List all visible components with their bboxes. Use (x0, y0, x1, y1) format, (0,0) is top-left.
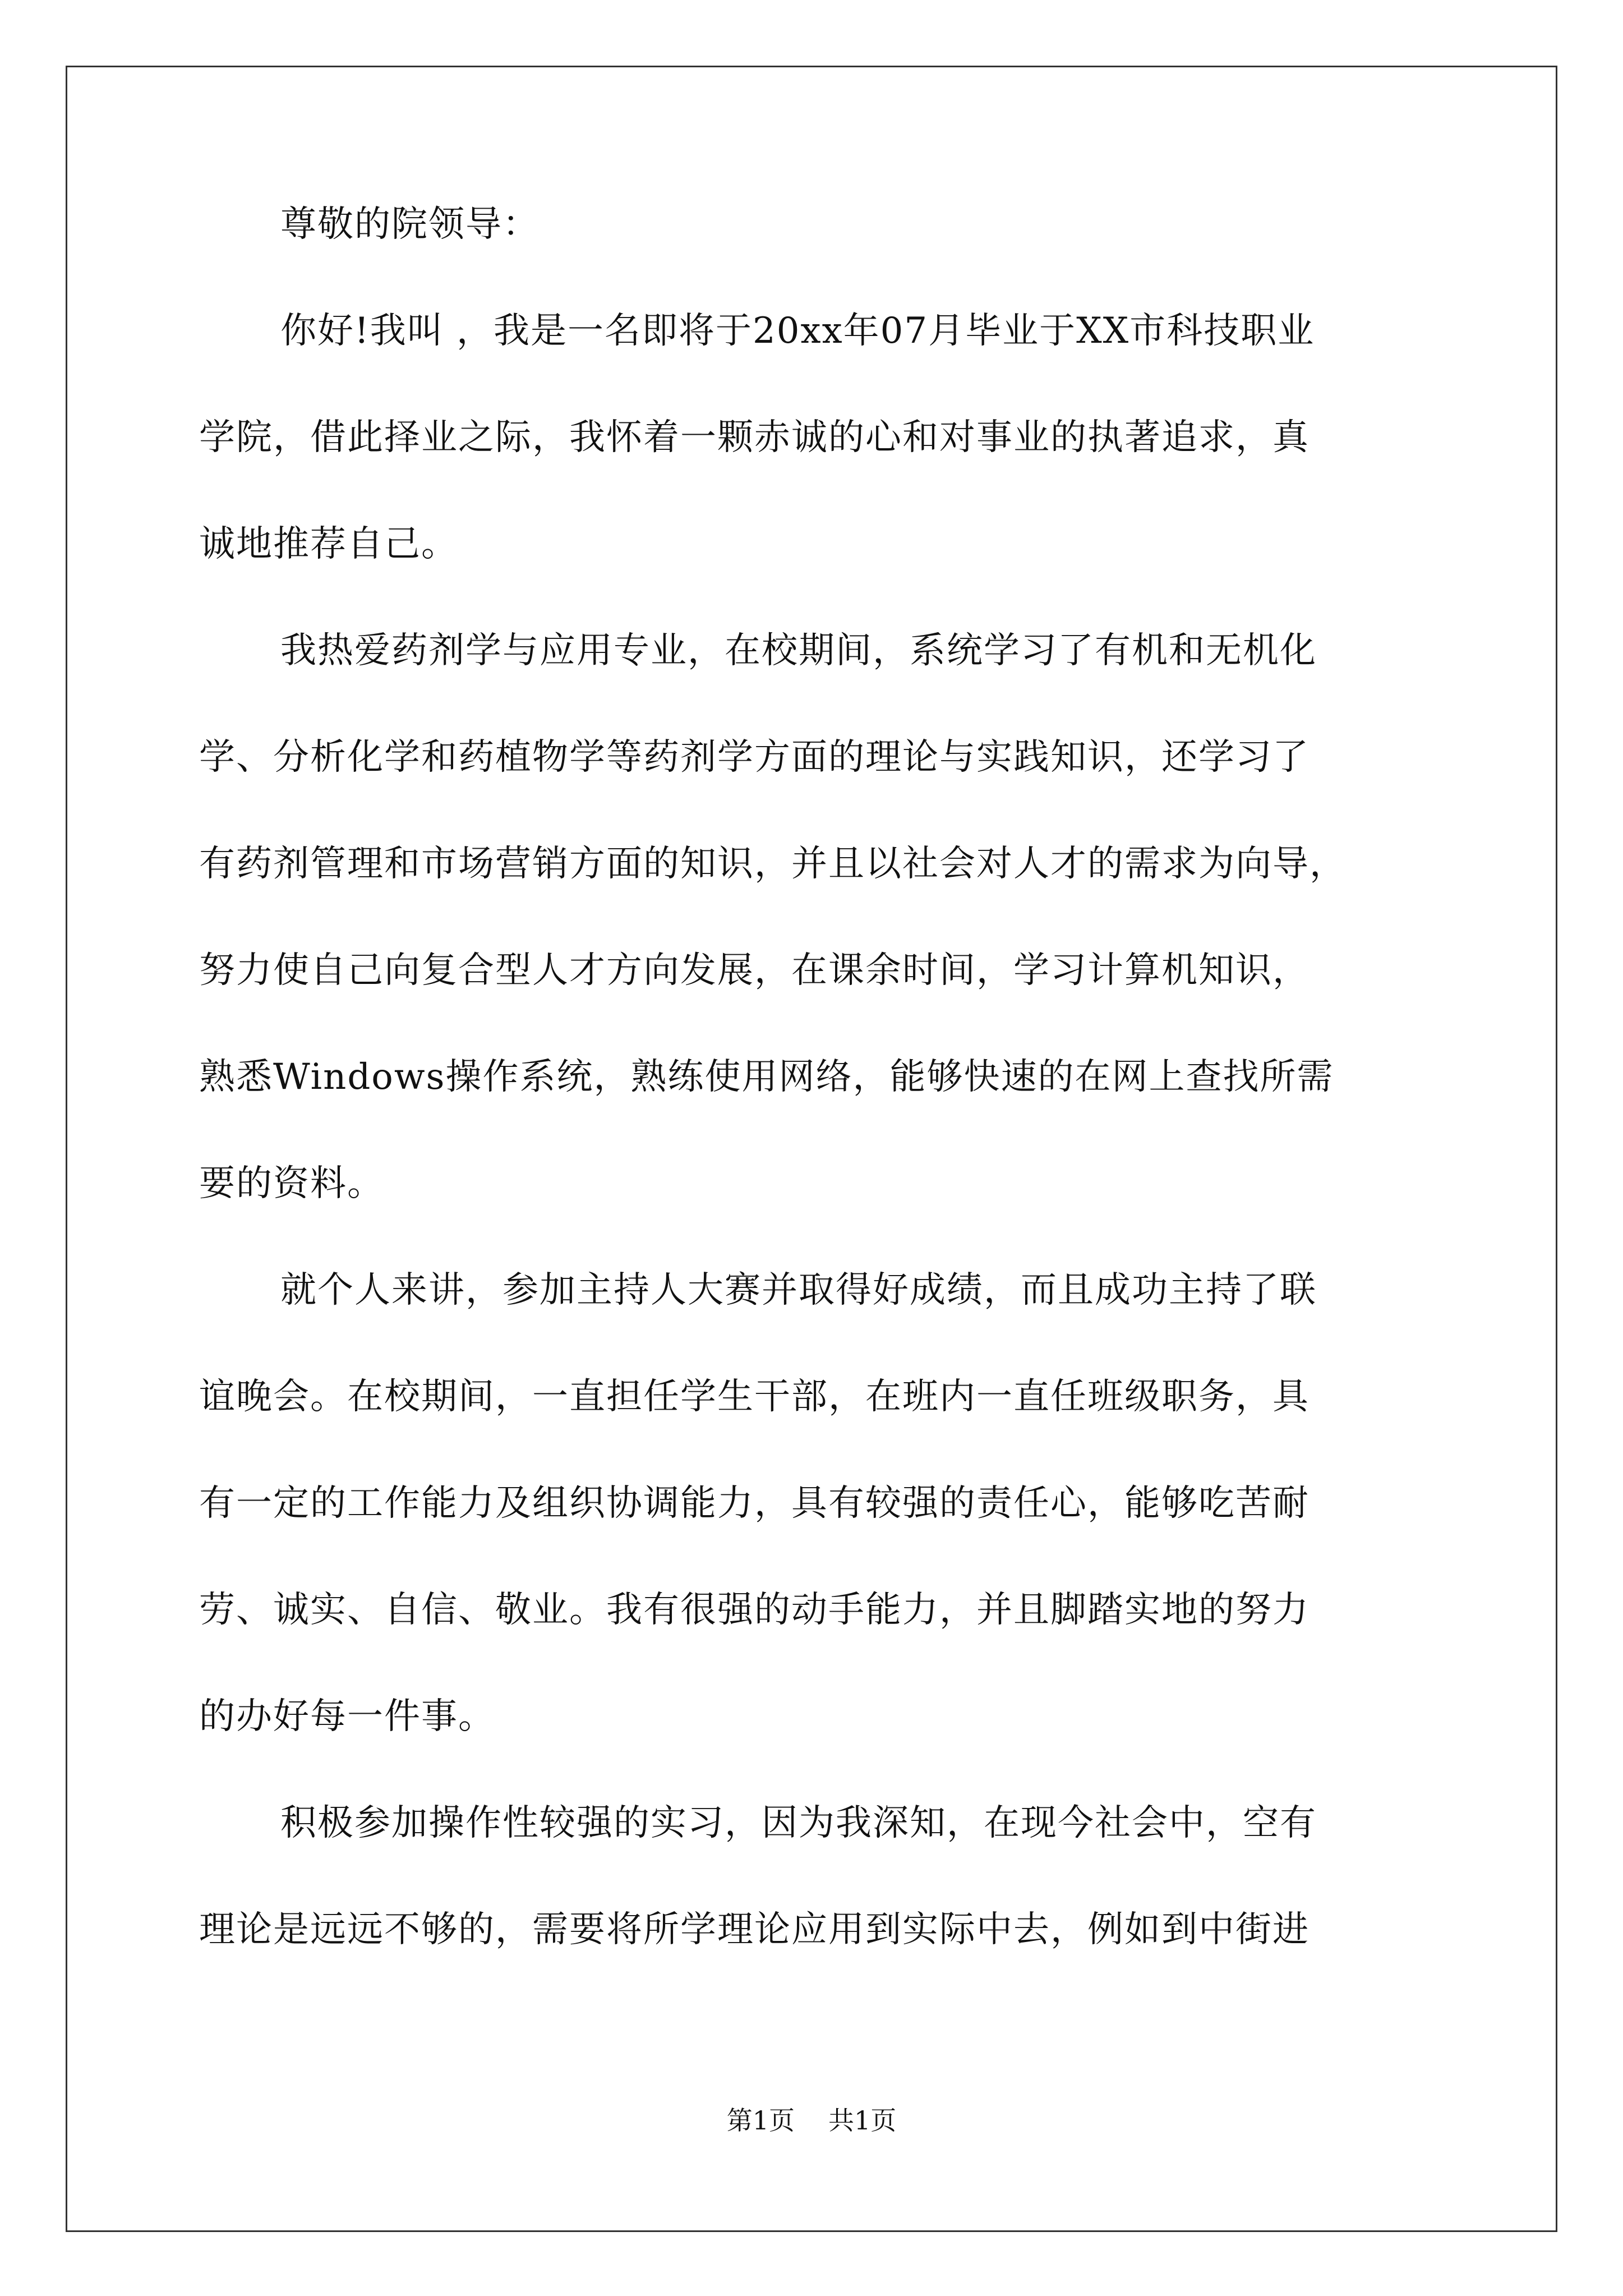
page-footer (0, 2104, 1623, 2137)
paragraph-4-line-1: 积极参加操作性较强的实习，因为我深知，在现今社会中，空有 (280, 1802, 1317, 1844)
page-total: 共1页 (828, 2105, 897, 2136)
paragraph-3-line-1: 就个人来讲，参加主持人大赛并取得好成绩，而且成功主持了联 (280, 1269, 1317, 1311)
paragraph-2-line-1: 我热爱药剂学与应用专业，在校期间，系统学习了有机和无机化 (280, 630, 1317, 671)
paragraph-2-line-2: 学、分析化学和药植物学等药剂学方面的理论与实践知识，还学习了 (199, 737, 1310, 778)
paragraph-4-line-2: 理论是远远不够的，需要将所学理论应用到实际中去，例如到中街进 (199, 1909, 1310, 1950)
paragraph-3-line-4: 劳、诚实、自信、敬业。我有很强的动手能力，并且脚踏实地的努力 (199, 1589, 1310, 1631)
paragraph-2-line-6: 要的资料。 (199, 1163, 384, 1204)
paragraph-3-line-5: 的办好每一件事。 (199, 1696, 495, 1737)
paragraph-3-line-3: 有一定的工作能力及组织协调能力，具有较强的责任心，能够吃苦耐 (199, 1483, 1310, 1524)
paragraph-1-line-1: 你好!我叫 ，我是一名即将于20xx年07月毕业于XX市科技职业 (280, 310, 1315, 352)
paragraph-2-line-3: 有药剂管理和市场营销方面的知识，并且以社会对人才的需求为向导， (199, 843, 1347, 885)
paragraph-2-line-5: 熟悉Windows操作系统，熟练使用网络，能够快速的在网上查找所需 (199, 1056, 1334, 1098)
paragraph-1-line-3: 诚地推荐自己。 (199, 523, 458, 565)
page-number: 第1页 (726, 2105, 795, 2136)
paragraph-2-line-4: 努力使自己向复合型人才方向发展，在课余时间，学习计算机知识， (199, 950, 1310, 991)
paragraph-3-line-2: 谊晚会。在校期间，一直担任学生干部，在班内一直任班级职务，具 (199, 1376, 1310, 1418)
salutation: 尊敬的院领导： (280, 204, 540, 245)
paragraph-1-line-2: 学院，借此择业之际，我怀着一颗赤诚的心和对事业的执著追求，真 (199, 417, 1310, 458)
